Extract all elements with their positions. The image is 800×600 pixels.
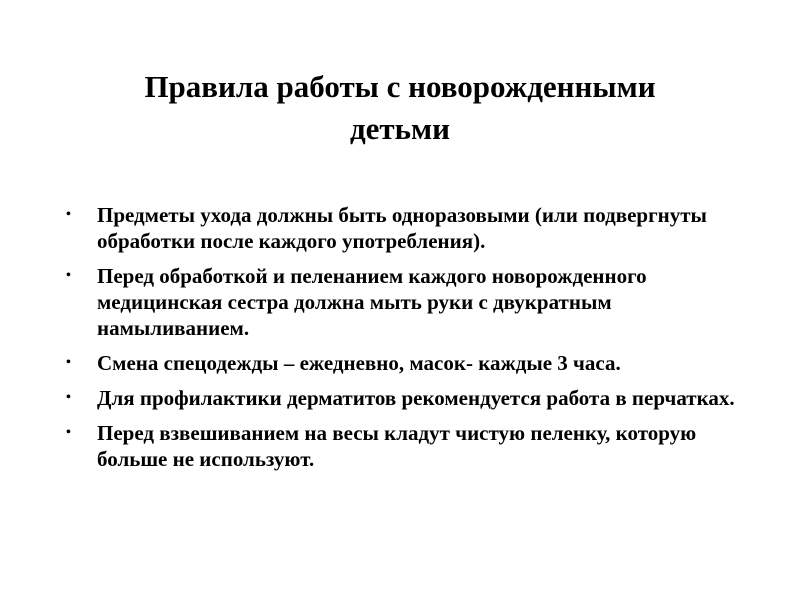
bullet-icon: • bbox=[66, 268, 71, 283]
list-item bbox=[66, 202, 736, 254]
bullet-icon: • bbox=[66, 390, 71, 405]
list-item bbox=[66, 263, 736, 341]
bullet-icon: • bbox=[66, 355, 71, 370]
bullet-text: Предметы ухода должны быть одноразовыми (или подвергнуты обработки после каждого употребления). bbox=[97, 203, 707, 253]
bullet-text: Перед взвешиванием на весы кладут чистую пеленку, которую больше не используют. bbox=[97, 421, 697, 471]
list-item bbox=[66, 420, 736, 472]
slide-title-line-2: детьми bbox=[349, 111, 451, 146]
list-item bbox=[66, 350, 736, 376]
bullet-icon: • bbox=[66, 425, 71, 440]
bullet-list bbox=[66, 202, 736, 481]
bullet-text: Перед обработкой и пеленанием каждого новорожденного медицинская сестра должна мыть руки с двукратным намыливанием. bbox=[97, 264, 647, 340]
slide-title-line-1: Правила работы с новорожденными bbox=[144, 69, 656, 104]
bullet-text: Для профилактики дерматитов рекомендуется работа в перчатках. bbox=[97, 386, 735, 410]
bullet-icon: • bbox=[66, 207, 71, 222]
slide-title bbox=[60, 66, 740, 150]
bullet-text: Смена спецодежды – ежедневно, масок- каждые 3 часа. bbox=[97, 351, 621, 375]
list-item bbox=[66, 385, 736, 411]
